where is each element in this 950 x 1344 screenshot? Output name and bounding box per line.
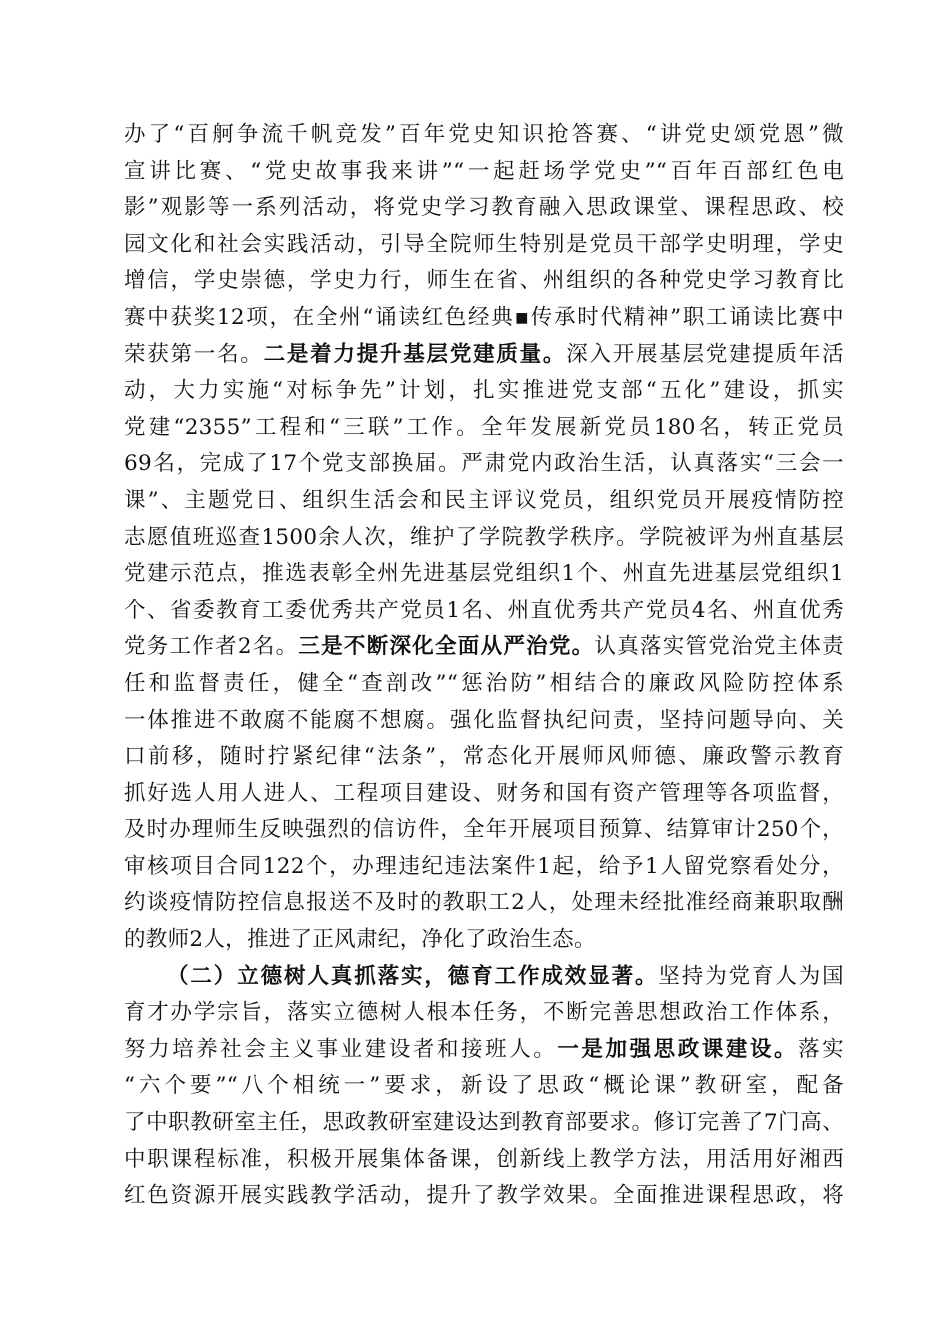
body-text-segment: 了中职教研室主任，思政教研室建设达到教育部要求。修订完善了7门高、 xyxy=(124,1110,844,1136)
body-text-segment: 努力培养社会主义事业建设者和接班人。 xyxy=(124,1036,558,1062)
paragraph-line xyxy=(124,666,844,703)
body-text-segment: 约谈疫情防控信息报送不及时的教职工2人，处理未经批准经商兼职取酬 xyxy=(124,890,844,916)
body-text-segment: 党建示范点，推选表彰全州先进基层党组织1个、州直先进基层党组织1 xyxy=(124,561,844,587)
body-text-segment: 深入开展基层党建提质年活 xyxy=(566,341,844,367)
paragraph-line xyxy=(124,227,844,264)
bold-heading-text: 二是着力提升基层党建质量。 xyxy=(263,341,567,367)
body-text-segment: 志愿值班巡查1500余人次，维护了学院教学秩序。学院被评为州直基层 xyxy=(124,524,844,550)
body-text-segment: 落实 xyxy=(798,1036,844,1062)
paragraph-line xyxy=(124,593,844,630)
body-text-segment: 及时办理师生反映强烈的信访件，全年开展项目预算、结算审计250个， xyxy=(124,817,844,843)
paragraph-line xyxy=(124,373,844,410)
paragraph-line xyxy=(124,812,844,849)
paragraph-line xyxy=(124,337,844,374)
body-text-segment: 宣讲比赛、“党史故事我来讲”“一起赶场学党史”“百年百部红色电 xyxy=(124,158,844,184)
paragraph-line xyxy=(124,483,844,520)
body-text-segment: 赛中获奖12项，在全州“诵读红色经典▪传承时代精神”职工诵读比赛中 xyxy=(124,304,844,330)
paragraph-line xyxy=(124,117,844,154)
bold-heading-text: （二）立德树人真抓落实，德育工作成效显著。 xyxy=(167,963,659,989)
paragraph-line xyxy=(124,446,844,483)
body-text-segment: 认真落实管党治党主体责 xyxy=(594,634,844,660)
paragraph-line xyxy=(124,995,844,1032)
body-text-segment: 办了“百舸争流千帆竞发”百年党史知识抢答赛、“讲党史颂党恩”微 xyxy=(124,122,844,147)
paragraph-line xyxy=(124,410,844,447)
body-text-segment: 中职课程标准，积极开展集体备课，创新线上教学方法，用活用好湘西 xyxy=(124,1146,844,1172)
body-text-segment: 影”观影等一系列活动，将党史学习教育融入思政课堂、课程思政、校 xyxy=(124,195,844,221)
body-text-segment: 口前移，随时拧紧纪律“法条”，常态化开展师风师德、廉政警示教育 xyxy=(124,744,844,770)
paragraph-line xyxy=(124,263,844,300)
body-text-segment: “六个要”“八个相统一”要求，新设了思政“概论课”教研室，配备 xyxy=(124,1073,844,1099)
body-text-segment: 动，大力实施“对标争先”计划，扎实推进党支部“五化”建设，抓实 xyxy=(124,378,844,404)
paragraph-line xyxy=(124,556,844,593)
body-text-segment: 抓好选人用人进人、工程项目建设、财务和国有资产管理等各项监督， xyxy=(124,780,844,806)
paragraph-line xyxy=(124,520,844,557)
body-text-segment: 育才办学宗旨，落实立德树人根本任务，不断完善思想政治工作体系， xyxy=(124,1000,844,1026)
body-text-segment: 红色资源开展实践教学活动，提升了教学效果。全面推进课程思政，将 xyxy=(124,1183,844,1209)
body-text-segment: 课”、主题党日、组织生活会和民主评议党员，组织党员开展疫情防控 xyxy=(124,487,844,513)
paragraph-line xyxy=(124,849,844,886)
paragraph-line xyxy=(124,1178,844,1215)
paragraph-line xyxy=(124,1032,844,1069)
body-text-segment: 一体推进不敢腐不能腐不想腐。强化监督执纪问责，坚持问题导向、关 xyxy=(124,707,844,733)
paragraph-line xyxy=(124,1142,844,1179)
body-text xyxy=(124,117,844,1215)
paragraph-line xyxy=(124,1068,844,1105)
body-text-segment: 审核项目合同122个，办理违纪违法案件1起，给予1人留党察看处分， xyxy=(124,853,844,879)
paragraph-line xyxy=(124,922,844,959)
body-text-segment: 任和监督责任，健全“查剖改”“惩治防”相结合的廉政风险防控体系 xyxy=(124,670,844,696)
body-text-segment: 荣获第一名。 xyxy=(124,341,264,367)
body-text-segment: 党建“2355”工程和“三联”工作。全年发展新党员180名，转正党员 xyxy=(124,414,844,440)
paragraph-line xyxy=(124,739,844,776)
paragraph-line xyxy=(124,190,844,227)
paragraph-line xyxy=(124,959,844,996)
paragraph-line xyxy=(124,629,844,666)
paragraph-line xyxy=(124,1105,844,1142)
bold-heading-text: 三是不断深化全面从严治党。 xyxy=(298,634,595,660)
paragraph-line xyxy=(124,300,844,337)
body-text-segment: 的教师2人，推进了正风肃纪，净化了政治生态。 xyxy=(124,927,596,953)
paragraph-line xyxy=(124,776,844,813)
body-text-segment: 69名，完成了17个党支部换届。严肃党内政治生活，认真落实“三会一 xyxy=(124,451,844,477)
paragraph-line xyxy=(124,154,844,191)
body-text-segment: 增信，学史崇德，学史力行，师生在省、州组织的各种党史学习教育比 xyxy=(124,268,844,294)
paragraph-line xyxy=(124,885,844,922)
body-text-segment: 党务工作者2名。 xyxy=(124,634,299,660)
body-text-segment: 坚持为党育人为国 xyxy=(658,963,844,989)
paragraph-line xyxy=(124,703,844,740)
bold-heading-text: 一是加强思政课建设。 xyxy=(557,1036,799,1062)
body-text-segment: 个、省委教育工委优秀共产党员1名、州直优秀共产党员4名、州直优秀 xyxy=(124,597,844,623)
body-text-segment: 园文化和社会实践活动，引导全院师生特别是党员干部学史明理，学史 xyxy=(124,231,844,257)
